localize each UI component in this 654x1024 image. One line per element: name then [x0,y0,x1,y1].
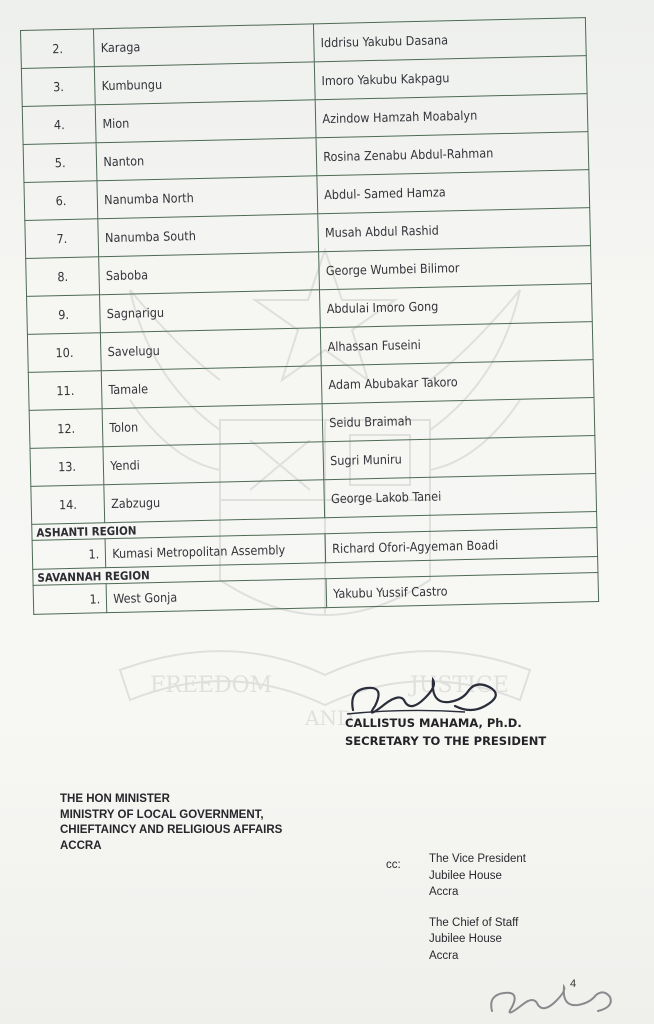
nominee-name: Rosina Zenabu Abdul-Rahman [316,132,588,176]
appointments-table [20,17,599,615]
row-number: 7. [25,219,99,259]
district-name: Karaga [94,24,315,67]
region-heading: ASHANTI REGION [32,512,597,541]
district-name: Tolon [102,404,323,447]
district-name: Nanumba North [97,176,318,219]
row-number: 10. [27,333,101,373]
row-number: 13. [30,447,104,487]
nominee-name: Seidu Braimah [322,398,594,442]
cc-recipient-line: Accra [429,886,459,898]
row-number: 14. [31,485,105,525]
nominee-name: Imoro Yakubu Kakpagu [315,56,587,100]
row-number: 9. [27,295,101,335]
row-number: 8. [26,257,100,297]
signatory-title: SECRETARY TO THE PRESIDENT [345,734,547,748]
motto-middle: AND [305,706,353,730]
district-name: Nanumba South [98,214,319,257]
district-name: Saboba [99,252,320,295]
nominee-name: Yakubu Yussif Castro [326,573,598,608]
district-name: Kumbungu [95,62,316,105]
nominee-name: Adam Abubakar Takoro [322,360,594,404]
nominee-name: Alhassan Fuseini [321,322,593,366]
nominee-name: Sugri Muniru [323,436,595,480]
motto-right: JUSTICE [410,673,509,698]
handwritten-initials [486,975,616,1019]
nominee-name: Iddrisu Yakubu Dasana [314,18,586,62]
cc-label: cc: [386,859,401,871]
addressee-line: ACCRA [60,839,102,852]
district-name: West Gonja [106,579,327,613]
district-name: Yendi [103,442,324,485]
page-number: 4 [570,978,577,990]
district-name: Kumasi Metropolitan Assembly [105,534,326,568]
region-rows [32,512,599,615]
addressee-line: MINISTRY OF LOCAL GOVERNMENT, [60,808,264,821]
addressee-line: CHIEFTAINCY AND RELIGIOUS AFFAIRS [60,824,283,836]
nominee-name: George Wumbei Bilimor [319,246,591,290]
cc-recipient-line: Jubilee House [429,933,502,945]
cc-recipient-line: The Vice President [429,853,526,865]
addressee-line: THE HON MINISTER [60,793,170,805]
signature-block [345,660,605,760]
handwritten-signature [345,660,505,720]
nominee-name: Musah Abdul Rashid [318,208,590,252]
nominee-name: Azindow Hamzah Moabalyn [315,94,587,138]
cc-recipient [429,915,609,965]
district-rows [21,18,597,525]
row-number: 1. [33,584,107,615]
cc-recipient-line: Jubilee House [429,869,502,882]
region-heading: SAVANNAH REGION [33,557,598,586]
district-name: Nanton [96,138,317,181]
nominee-name: George Lakob Tanei [324,474,596,518]
nominee-name: Richard Ofori-Agyeman Boadi [325,528,597,563]
row-number: 3. [21,67,95,107]
row-number: 6. [24,181,98,221]
row-number: 12. [29,409,103,449]
district-name: Tamale [102,366,323,409]
cc-recipient-line: Accra [429,949,459,962]
signatory-name: CALLISTUS MAHAMA, Ph.D. [345,716,522,730]
row-number: 4. [22,105,96,145]
row-number: 11. [28,371,102,411]
appointments-table-wrapper [20,17,599,615]
district-name: Zabzugu [104,480,325,523]
cc-recipient-line: The Chief of Staff [429,916,519,929]
addressee-block [60,792,282,854]
motto-left: FREEDOM [150,673,273,698]
row-number: 5. [23,143,97,183]
district-name: Sagnarigu [100,290,321,333]
nominee-name: Abdulai Imoro Gong [320,284,592,328]
cc-recipient-list [429,851,609,978]
district-name: Mion [96,100,317,143]
nominee-name: Abdul- Samed Hamza [317,170,589,214]
cc-recipient [429,851,609,901]
district-name: Savelugu [101,328,322,371]
row-number: 2. [21,29,95,69]
row-number: 1. [32,539,106,570]
